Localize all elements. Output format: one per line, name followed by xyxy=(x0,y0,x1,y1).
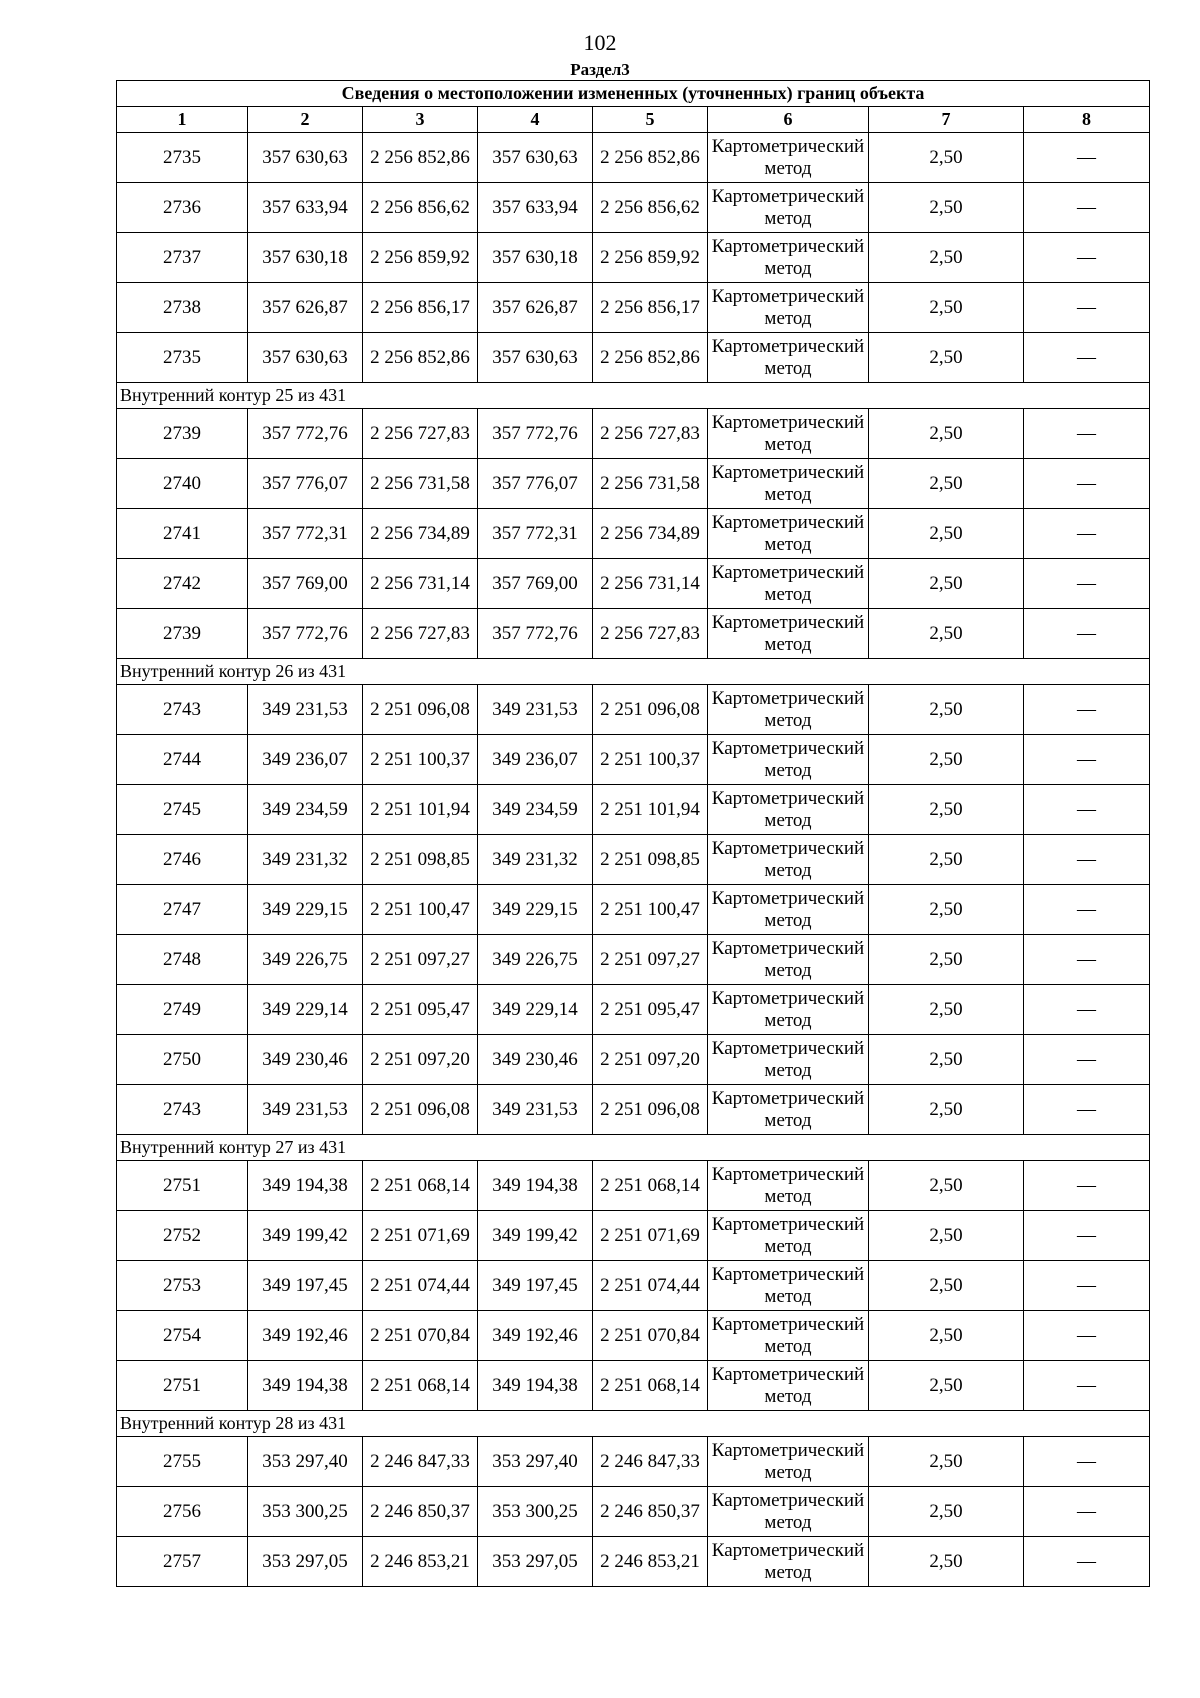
point-number-cell: 2737 xyxy=(117,233,248,283)
point-number-cell: 2757 xyxy=(117,1537,248,1587)
new-x-cell: 349 231,53 xyxy=(478,1085,593,1135)
contour-label: Внутренний контур 27 из 431 xyxy=(117,1135,1150,1161)
new-x-cell: 349 194,38 xyxy=(478,1361,593,1411)
table-row xyxy=(117,885,1150,935)
description-cell: — xyxy=(1024,1211,1150,1261)
new-y-cell: 2 251 068,14 xyxy=(593,1361,708,1411)
new-y-cell: 2 256 734,89 xyxy=(593,509,708,559)
existing-y-cell: 2 251 100,47 xyxy=(363,885,478,935)
existing-x-cell: 349 194,38 xyxy=(248,1361,363,1411)
description-cell: — xyxy=(1024,509,1150,559)
table-row xyxy=(117,785,1150,835)
point-number-cell: 2755 xyxy=(117,1437,248,1487)
method-cell: Картометрический метод xyxy=(708,233,869,283)
existing-y-cell: 2 251 097,27 xyxy=(363,935,478,985)
table-row xyxy=(117,1487,1150,1537)
method-cell: Картометрический метод xyxy=(708,609,869,659)
existing-x-cell: 349 231,53 xyxy=(248,1085,363,1135)
new-x-cell: 357 772,31 xyxy=(478,509,593,559)
contour-label: Внутренний контур 25 из 431 xyxy=(117,383,1150,409)
new-x-cell: 349 194,38 xyxy=(478,1161,593,1211)
method-cell: Картометрический метод xyxy=(708,685,869,735)
existing-y-cell: 2 251 100,37 xyxy=(363,735,478,785)
table-row xyxy=(117,1085,1150,1135)
precision-cell: 2,50 xyxy=(869,1361,1024,1411)
point-number-cell: 2751 xyxy=(117,1161,248,1211)
new-y-cell: 2 251 096,08 xyxy=(593,1085,708,1135)
contour-row xyxy=(117,1135,1150,1161)
table-row xyxy=(117,133,1150,183)
method-cell: Картометрический метод xyxy=(708,1261,869,1311)
existing-y-cell: 2 251 097,20 xyxy=(363,1035,478,1085)
new-x-cell: 349 234,59 xyxy=(478,785,593,835)
method-cell: Картометрический метод xyxy=(708,333,869,383)
new-x-cell: 349 229,14 xyxy=(478,985,593,1035)
new-y-cell: 2 251 096,08 xyxy=(593,685,708,735)
existing-x-cell: 357 772,31 xyxy=(248,509,363,559)
new-x-cell: 349 231,32 xyxy=(478,835,593,885)
new-y-cell: 2 251 074,44 xyxy=(593,1261,708,1311)
new-x-cell: 349 229,15 xyxy=(478,885,593,935)
point-number-cell: 2744 xyxy=(117,735,248,785)
existing-x-cell: 357 630,63 xyxy=(248,333,363,383)
point-number-cell: 2750 xyxy=(117,1035,248,1085)
description-cell: — xyxy=(1024,1035,1150,1085)
point-number-cell: 2747 xyxy=(117,885,248,935)
point-number-cell: 2735 xyxy=(117,333,248,383)
column-number: 6 xyxy=(708,107,869,133)
table-row xyxy=(117,559,1150,609)
new-y-cell: 2 256 859,92 xyxy=(593,233,708,283)
table-row xyxy=(117,1161,1150,1211)
table-row xyxy=(117,233,1150,283)
table-row xyxy=(117,735,1150,785)
existing-y-cell: 2 256 734,89 xyxy=(363,509,478,559)
existing-y-cell: 2 251 068,14 xyxy=(363,1161,478,1211)
description-cell: — xyxy=(1024,985,1150,1035)
existing-y-cell: 2 251 068,14 xyxy=(363,1361,478,1411)
existing-x-cell: 357 772,76 xyxy=(248,609,363,659)
table-row xyxy=(117,1311,1150,1361)
precision-cell: 2,50 xyxy=(869,1487,1024,1537)
existing-x-cell: 357 630,18 xyxy=(248,233,363,283)
method-cell: Картометрический метод xyxy=(708,1211,869,1261)
precision-cell: 2,50 xyxy=(869,459,1024,509)
method-cell: Картометрический метод xyxy=(708,735,869,785)
description-cell: — xyxy=(1024,459,1150,509)
existing-y-cell: 2 256 852,86 xyxy=(363,333,478,383)
existing-x-cell: 349 229,14 xyxy=(248,985,363,1035)
contour-label: Внутренний контур 28 из 431 xyxy=(117,1411,1150,1437)
existing-x-cell: 357 626,87 xyxy=(248,283,363,333)
table-row xyxy=(117,935,1150,985)
description-cell: — xyxy=(1024,1161,1150,1211)
precision-cell: 2,50 xyxy=(869,835,1024,885)
precision-cell: 2,50 xyxy=(869,183,1024,233)
description-cell: — xyxy=(1024,1361,1150,1411)
description-cell: — xyxy=(1024,1261,1150,1311)
table-row xyxy=(117,1035,1150,1085)
point-number-cell: 2735 xyxy=(117,133,248,183)
column-number: 4 xyxy=(478,107,593,133)
page-number: 102 xyxy=(583,30,617,55)
new-x-cell: 357 772,76 xyxy=(478,609,593,659)
new-x-cell: 349 197,45 xyxy=(478,1261,593,1311)
existing-y-cell: 2 251 095,47 xyxy=(363,985,478,1035)
precision-cell: 2,50 xyxy=(869,1211,1024,1261)
description-cell: — xyxy=(1024,1487,1150,1537)
new-x-cell: 357 626,87 xyxy=(478,283,593,333)
precision-cell: 2,50 xyxy=(869,1261,1024,1311)
point-number-cell: 2738 xyxy=(117,283,248,333)
point-number-cell: 2745 xyxy=(117,785,248,835)
column-number: 2 xyxy=(248,107,363,133)
new-x-cell: 357 633,94 xyxy=(478,183,593,233)
method-cell: Картометрический метод xyxy=(708,1537,869,1587)
new-y-cell: 2 256 856,62 xyxy=(593,183,708,233)
precision-cell: 2,50 xyxy=(869,885,1024,935)
contour-label: Внутренний контур 26 из 431 xyxy=(117,659,1150,685)
existing-y-cell: 2 251 070,84 xyxy=(363,1311,478,1361)
precision-cell: 2,50 xyxy=(869,735,1024,785)
existing-x-cell: 349 231,53 xyxy=(248,685,363,735)
method-cell: Картометрический метод xyxy=(708,409,869,459)
description-cell: — xyxy=(1024,835,1150,885)
new-y-cell: 2 251 098,85 xyxy=(593,835,708,885)
column-number: 8 xyxy=(1024,107,1150,133)
table-row xyxy=(117,283,1150,333)
description-cell: — xyxy=(1024,1085,1150,1135)
column-number-row xyxy=(117,107,1150,133)
description-cell: — xyxy=(1024,133,1150,183)
description-cell: — xyxy=(1024,685,1150,735)
contour-row xyxy=(117,383,1150,409)
table-row xyxy=(117,459,1150,509)
precision-cell: 2,50 xyxy=(869,1161,1024,1211)
new-y-cell: 2 251 070,84 xyxy=(593,1311,708,1361)
contour-row xyxy=(117,659,1150,685)
new-x-cell: 349 226,75 xyxy=(478,935,593,985)
table-row xyxy=(117,1537,1150,1587)
existing-x-cell: 349 197,45 xyxy=(248,1261,363,1311)
method-cell: Картометрический метод xyxy=(708,1437,869,1487)
description-cell: — xyxy=(1024,1537,1150,1587)
description-cell: — xyxy=(1024,785,1150,835)
existing-y-cell: 2 256 856,62 xyxy=(363,183,478,233)
method-cell: Картометрический метод xyxy=(708,785,869,835)
description-cell: — xyxy=(1024,735,1150,785)
existing-y-cell: 2 256 731,14 xyxy=(363,559,478,609)
point-number-cell: 2748 xyxy=(117,935,248,985)
new-x-cell: 357 776,07 xyxy=(478,459,593,509)
new-y-cell: 2 251 068,14 xyxy=(593,1161,708,1211)
existing-x-cell: 349 236,07 xyxy=(248,735,363,785)
point-number-cell: 2749 xyxy=(117,985,248,1035)
point-number-cell: 2739 xyxy=(117,409,248,459)
column-number: 7 xyxy=(869,107,1024,133)
table-row xyxy=(117,1437,1150,1487)
new-x-cell: 357 630,63 xyxy=(478,333,593,383)
table-row xyxy=(117,333,1150,383)
new-x-cell: 353 297,40 xyxy=(478,1437,593,1487)
existing-y-cell: 2 251 096,08 xyxy=(363,1085,478,1135)
column-number: 3 xyxy=(363,107,478,133)
point-number-cell: 2742 xyxy=(117,559,248,609)
precision-cell: 2,50 xyxy=(869,1035,1024,1085)
method-cell: Картометрический метод xyxy=(708,1161,869,1211)
new-y-cell: 2 256 727,83 xyxy=(593,609,708,659)
precision-cell: 2,50 xyxy=(869,559,1024,609)
section-heading: Раздел3 xyxy=(570,60,630,79)
existing-y-cell: 2 256 727,83 xyxy=(363,409,478,459)
existing-x-cell: 349 199,42 xyxy=(248,1211,363,1261)
method-cell: Картометрический метод xyxy=(708,509,869,559)
method-cell: Картометрический метод xyxy=(708,885,869,935)
new-x-cell: 349 199,42 xyxy=(478,1211,593,1261)
new-y-cell: 2 251 095,47 xyxy=(593,985,708,1035)
precision-cell: 2,50 xyxy=(869,1537,1024,1587)
precision-cell: 2,50 xyxy=(869,133,1024,183)
new-y-cell: 2 256 852,86 xyxy=(593,133,708,183)
precision-cell: 2,50 xyxy=(869,509,1024,559)
new-y-cell: 2 246 847,33 xyxy=(593,1437,708,1487)
existing-y-cell: 2 251 098,85 xyxy=(363,835,478,885)
method-cell: Картометрический метод xyxy=(708,1361,869,1411)
precision-cell: 2,50 xyxy=(869,1311,1024,1361)
point-number-cell: 2739 xyxy=(117,609,248,659)
existing-y-cell: 2 251 074,44 xyxy=(363,1261,478,1311)
precision-cell: 2,50 xyxy=(869,785,1024,835)
existing-x-cell: 357 769,00 xyxy=(248,559,363,609)
existing-x-cell: 353 300,25 xyxy=(248,1487,363,1537)
existing-x-cell: 349 231,32 xyxy=(248,835,363,885)
new-x-cell: 349 236,07 xyxy=(478,735,593,785)
new-y-cell: 2 251 071,69 xyxy=(593,1211,708,1261)
point-number-cell: 2753 xyxy=(117,1261,248,1311)
description-cell: — xyxy=(1024,283,1150,333)
new-x-cell: 353 297,05 xyxy=(478,1537,593,1587)
table-row xyxy=(117,509,1150,559)
point-number-cell: 2756 xyxy=(117,1487,248,1537)
new-y-cell: 2 256 852,86 xyxy=(593,333,708,383)
existing-x-cell: 349 226,75 xyxy=(248,935,363,985)
existing-x-cell: 353 297,40 xyxy=(248,1437,363,1487)
description-cell: — xyxy=(1024,885,1150,935)
method-cell: Картометрический метод xyxy=(708,935,869,985)
precision-cell: 2,50 xyxy=(869,1085,1024,1135)
new-x-cell: 357 769,00 xyxy=(478,559,593,609)
precision-cell: 2,50 xyxy=(869,685,1024,735)
existing-x-cell: 357 630,63 xyxy=(248,133,363,183)
description-cell: — xyxy=(1024,1311,1150,1361)
table-row xyxy=(117,409,1150,459)
point-number-cell: 2746 xyxy=(117,835,248,885)
new-y-cell: 2 256 731,14 xyxy=(593,559,708,609)
new-y-cell: 2 251 101,94 xyxy=(593,785,708,835)
new-y-cell: 2 251 100,47 xyxy=(593,885,708,935)
existing-x-cell: 353 297,05 xyxy=(248,1537,363,1587)
existing-y-cell: 2 256 731,58 xyxy=(363,459,478,509)
existing-x-cell: 357 772,76 xyxy=(248,409,363,459)
existing-y-cell: 2 256 856,17 xyxy=(363,283,478,333)
table-row xyxy=(117,183,1150,233)
point-number-cell: 2751 xyxy=(117,1361,248,1411)
new-y-cell: 2 251 097,20 xyxy=(593,1035,708,1085)
existing-x-cell: 349 192,46 xyxy=(248,1311,363,1361)
description-cell: — xyxy=(1024,609,1150,659)
method-cell: Картометрический метод xyxy=(708,835,869,885)
precision-cell: 2,50 xyxy=(869,985,1024,1035)
new-x-cell: 349 192,46 xyxy=(478,1311,593,1361)
existing-y-cell: 2 251 096,08 xyxy=(363,685,478,735)
precision-cell: 2,50 xyxy=(869,333,1024,383)
existing-x-cell: 357 633,94 xyxy=(248,183,363,233)
precision-cell: 2,50 xyxy=(869,609,1024,659)
method-cell: Картометрический метод xyxy=(708,133,869,183)
method-cell: Картометрический метод xyxy=(708,1035,869,1085)
existing-x-cell: 349 230,46 xyxy=(248,1035,363,1085)
new-y-cell: 2 246 853,21 xyxy=(593,1537,708,1587)
existing-y-cell: 2 256 852,86 xyxy=(363,133,478,183)
table-row xyxy=(117,1211,1150,1261)
point-number-cell: 2752 xyxy=(117,1211,248,1261)
precision-cell: 2,50 xyxy=(869,409,1024,459)
method-cell: Картометрический метод xyxy=(708,283,869,333)
description-cell: — xyxy=(1024,409,1150,459)
new-y-cell: 2 246 850,37 xyxy=(593,1487,708,1537)
new-y-cell: 2 256 731,58 xyxy=(593,459,708,509)
new-x-cell: 357 630,18 xyxy=(478,233,593,283)
description-cell: — xyxy=(1024,233,1150,283)
existing-y-cell: 2 246 850,37 xyxy=(363,1487,478,1537)
method-cell: Картометрический метод xyxy=(708,985,869,1035)
method-cell: Картометрический метод xyxy=(708,1085,869,1135)
point-number-cell: 2741 xyxy=(117,509,248,559)
new-x-cell: 349 231,53 xyxy=(478,685,593,735)
boundary-coordinates-table xyxy=(116,80,1150,1587)
point-number-cell: 2736 xyxy=(117,183,248,233)
existing-y-cell: 2 251 071,69 xyxy=(363,1211,478,1261)
existing-x-cell: 357 776,07 xyxy=(248,459,363,509)
column-number: 5 xyxy=(593,107,708,133)
table-row xyxy=(117,1261,1150,1311)
description-cell: — xyxy=(1024,935,1150,985)
contour-row xyxy=(117,1411,1150,1437)
description-cell: — xyxy=(1024,559,1150,609)
method-cell: Картометрический метод xyxy=(708,183,869,233)
precision-cell: 2,50 xyxy=(869,283,1024,333)
precision-cell: 2,50 xyxy=(869,935,1024,985)
new-x-cell: 357 630,63 xyxy=(478,133,593,183)
point-number-cell: 2743 xyxy=(117,685,248,735)
new-x-cell: 353 300,25 xyxy=(478,1487,593,1537)
description-cell: — xyxy=(1024,333,1150,383)
table-title: Сведения о местоположении измененных (уточненных) границ объекта xyxy=(117,81,1150,107)
method-cell: Картометрический метод xyxy=(708,1487,869,1537)
description-cell: — xyxy=(1024,1437,1150,1487)
new-y-cell: 2 251 097,27 xyxy=(593,935,708,985)
table-row xyxy=(117,985,1150,1035)
new-y-cell: 2 256 727,83 xyxy=(593,409,708,459)
existing-x-cell: 349 194,38 xyxy=(248,1161,363,1211)
new-x-cell: 357 772,76 xyxy=(478,409,593,459)
method-cell: Картометрический метод xyxy=(708,559,869,609)
point-number-cell: 2740 xyxy=(117,459,248,509)
precision-cell: 2,50 xyxy=(869,233,1024,283)
point-number-cell: 2743 xyxy=(117,1085,248,1135)
method-cell: Картометрический метод xyxy=(708,1311,869,1361)
existing-y-cell: 2 256 727,83 xyxy=(363,609,478,659)
column-number: 1 xyxy=(117,107,248,133)
table-row xyxy=(117,609,1150,659)
existing-y-cell: 2 256 859,92 xyxy=(363,233,478,283)
existing-y-cell: 2 246 853,21 xyxy=(363,1537,478,1587)
existing-y-cell: 2 246 847,33 xyxy=(363,1437,478,1487)
method-cell: Картометрический метод xyxy=(708,459,869,509)
table-row xyxy=(117,685,1150,735)
table-body xyxy=(117,133,1150,1587)
table-row xyxy=(117,1361,1150,1411)
table-row xyxy=(117,835,1150,885)
new-y-cell: 2 256 856,17 xyxy=(593,283,708,333)
point-number-cell: 2754 xyxy=(117,1311,248,1361)
existing-x-cell: 349 229,15 xyxy=(248,885,363,935)
existing-y-cell: 2 251 101,94 xyxy=(363,785,478,835)
new-y-cell: 2 251 100,37 xyxy=(593,735,708,785)
existing-x-cell: 349 234,59 xyxy=(248,785,363,835)
description-cell: — xyxy=(1024,183,1150,233)
precision-cell: 2,50 xyxy=(869,1437,1024,1487)
new-x-cell: 349 230,46 xyxy=(478,1035,593,1085)
